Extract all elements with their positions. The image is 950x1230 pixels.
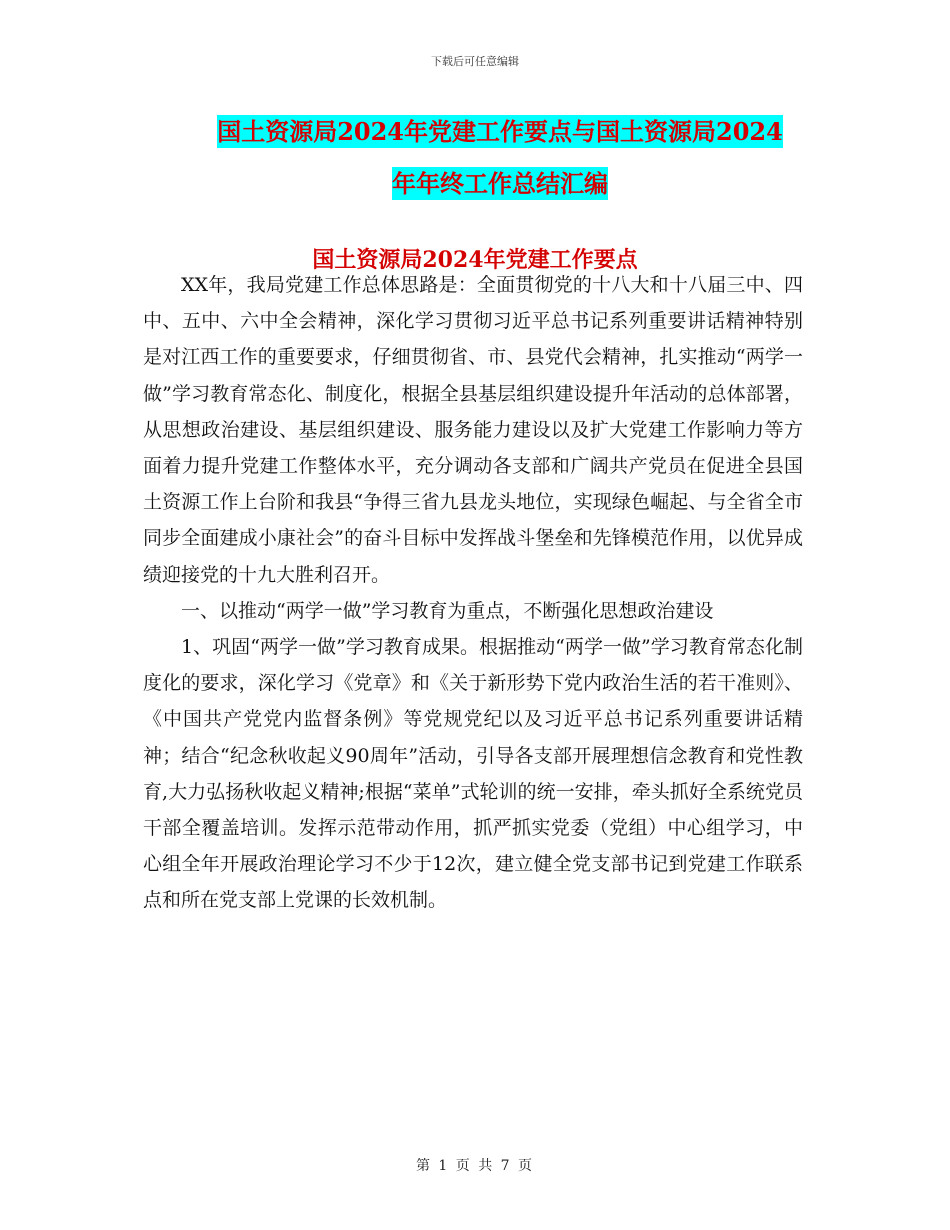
paragraph: 一、以推动“两学一做”学习教育为重点，不断强化思想政治建设 [181,599,714,622]
document-body [143,267,803,919]
section-title: 国土资源局2024年党建工作要点 [312,247,638,273]
header-note: 下载后可任意编辑 [431,55,519,68]
paragraph: 1、巩固“两学一做”学习教育成果。根据推动“两学一做”学习教育常态化制度化的要求，深化学习《党章》和《关于新形势下党内政治生活的若干准则》、《中国共产党党内监督条例》等党规党纪以及习近平总书记系列重要讲话精神；结合“纪念秋收起义90周年”活动，引导各支部开展理想信念教育和党性教育,大力弘扬秋收起义精神;根据“菜单”式轮训的统一安排，牵头抓好全系统党员干部全覆盖培训。发挥示范带动作用，抓严抓实党委（党组）中心组学习，中心组全年开展政治理论学习不少于12次，建立健全党支部书记到党建工作联系点和所在党支部上党课的长效机制。 [143,636,803,912]
document-title [150,106,850,210]
paragraph: XX年，我局党建工作总体思路是：全面贯彻党的十八大和十八届三中、四中、五中、六中全会精神，深化学习贯彻习近平总书记系列重要讲话精神特别是对江西工作的重要要求，仔细贯彻省、市、县党代会精神，扎实推动“两学一做”学习教育常态化、制度化，根据全县基层组织建设提升年活动的总体部署，从思想政治建设、基层组织建设、服务能力建设以及扩大党建工作影响力等方面着力提升党建工作整体水平，充分调动各支部和广阔共产党员在促进全县国土资源工作上台阶和我县“争得三省九县龙头地位，实现绿色崛起、与全省全市同步全面建成小康社会”的奋斗目标中发挥战斗堡垒和先锋模范作用，以优异成绩迎接党的十九大胜利召开。 [143,274,803,586]
page-footer: 第 1 页 共 7 页 [415,1158,535,1174]
title-line-1: 国土资源局2024年党建工作要点与国土资源局2024 [217,117,783,146]
title-line-2: 年年终工作总结汇编 [392,169,608,198]
